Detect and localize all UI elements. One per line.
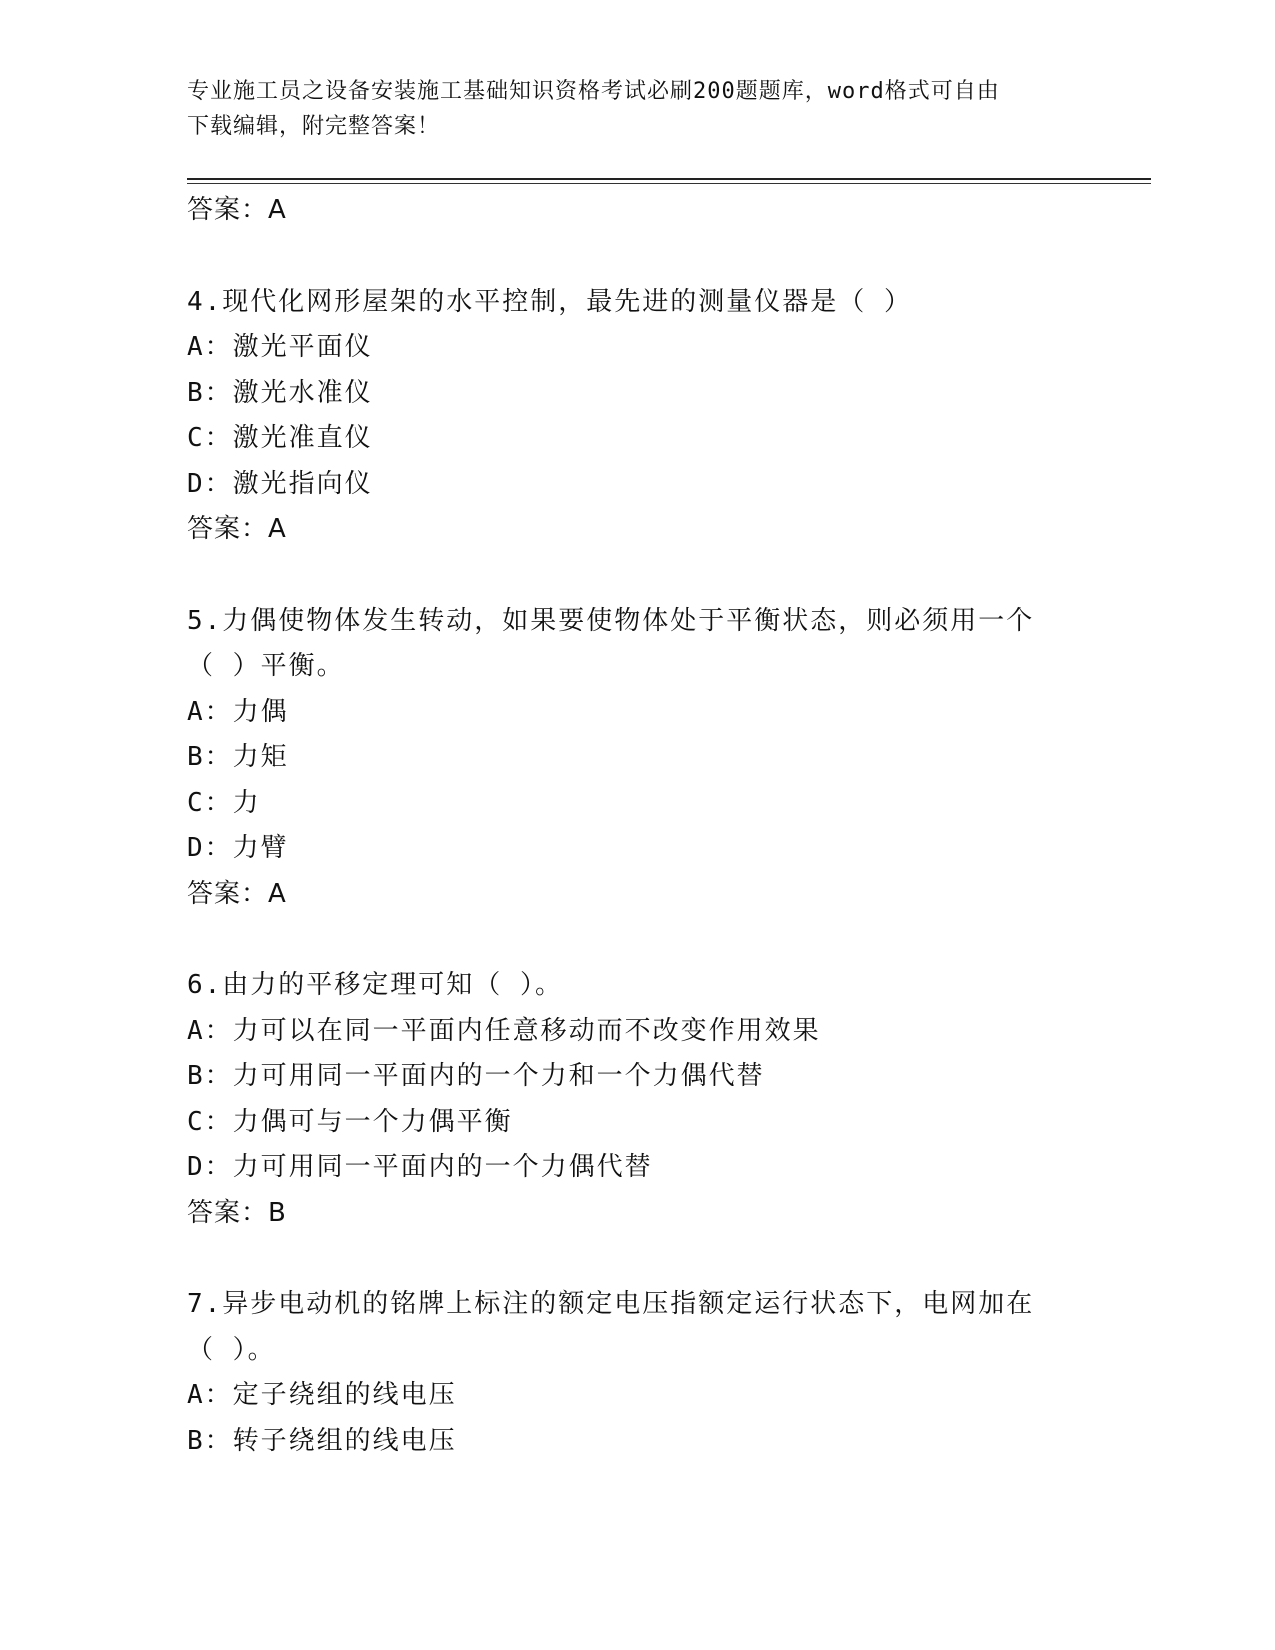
question-stem: 6.由力的平移定理可知（ ）。 [187,970,563,1000]
option-c: C：力偶可与一个力偶平衡 [187,1106,513,1137]
option-d: D：激光指向仪 [187,468,373,499]
header-divider-thin [187,183,1151,184]
header-line-2: 下载编辑，附完整答案！ [187,114,441,139]
option-a: A：定子绕组的线电压 [187,1380,457,1410]
option-d: D：力可用同一平面内的一个力偶代替 [187,1152,653,1182]
option-b: B：转子绕组的线电压 [187,1425,457,1456]
question-stem: 5.力偶使物体发生转动，如果要使物体处于平衡状态，则必须用一个 [187,605,1035,636]
answer-line: 答案：A [187,878,287,909]
option-c: C：力 [187,787,261,818]
option-d: D：力臂 [187,833,289,863]
question-stem: 7.异步电动机的铭牌上标注的额定电压指额定运行状态下，电网加在 [187,1289,1035,1319]
question-stem-continued: （ ）平衡。 [187,651,345,681]
option-a: A：力可以在同一平面内任意移动而不改变作用效果 [187,1015,821,1046]
answer-line: 答案：A [187,195,287,225]
option-b: B：力矩 [187,742,289,772]
spacer [187,553,1087,599]
question-list [187,188,1087,1464]
option-a: A：力偶 [187,696,289,727]
option-b: B：力可用同一平面内的一个力和一个力偶代替 [187,1061,765,1091]
header-divider-thick [187,178,1151,180]
option-c: C：激光准直仪 [187,423,373,453]
question-block [187,963,1087,1236]
question-block [187,599,1087,918]
question-stem: 4.现代化网形屋架的水平控制，最先进的测量仪器是（ ） [187,286,912,317]
header-line-1: 专业施工员之设备安装施工基础知识资格考试必刷200题题库，word格式可自由 [187,79,1000,104]
answer-line: 答案：B [187,1197,287,1228]
spacer [187,234,1087,280]
answer-line: 答案：A [187,514,287,544]
option-b: B：激光水准仪 [187,377,373,408]
question-stem-continued: （ ）。 [187,1334,276,1365]
question-block [187,280,1087,553]
option-a: A：激光平面仪 [187,332,373,362]
document-header [187,74,1067,144]
question-block [187,1282,1087,1464]
spacer [187,917,1087,963]
spacer [187,1236,1087,1282]
